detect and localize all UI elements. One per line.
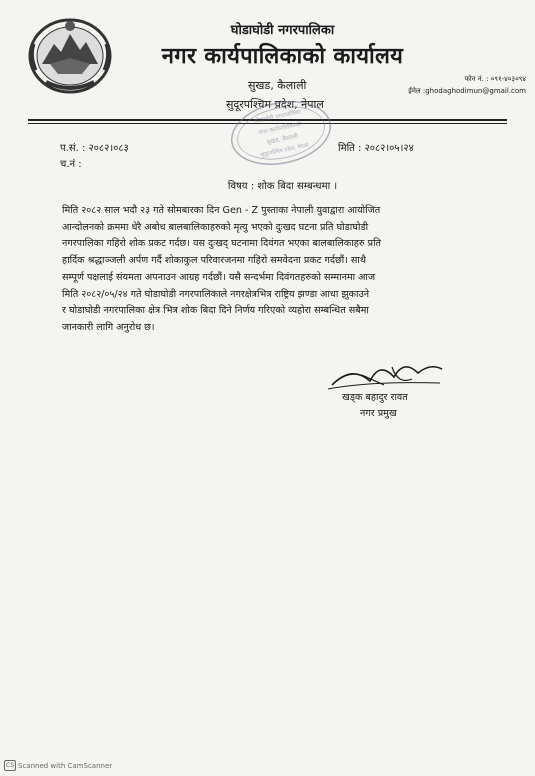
scanner-text: Scanned with CamScanner xyxy=(18,761,113,770)
svg-text:सुखड, कैलाली: सुखड, कैलाली xyxy=(266,132,299,147)
contact-info xyxy=(408,73,526,97)
svg-text:नगर कार्यपालिकाको: नगर कार्यपालिकाको xyxy=(258,120,303,137)
email-address: ईमेल :ghodaghodimun@gmail.com xyxy=(408,87,526,95)
signatory-title: नगर प्रमुख xyxy=(360,408,397,419)
scanner-watermark xyxy=(4,760,112,771)
body-line: मिति २०८२ साल भदौ २३ गते सोमबारका दिन Gen - Z पुस्ताका नेपाली युवाद्वारा आयोजित xyxy=(62,205,381,216)
letter-body xyxy=(62,203,478,337)
office-title: नगर कार्यपालिकाको कार्यालय xyxy=(161,44,404,69)
letter-subject: विषय : शोक बिदा सम्बन्धमा । xyxy=(227,181,338,192)
svg-text:घोडाघोडी नगरपालिका: घोडाघोडी नगरपालिका xyxy=(253,108,302,126)
body-line: हार्दिक श्रद्धाञ्जली अर्पण गर्दै शोकाकुल परिवारजनमा गहिरो समवेदना प्रकट गर्दछौं। साथै xyxy=(62,255,367,267)
body-line: सम्पूर्ण पक्षलाई संयमता अपनाउन आग्रह गर्दछौं। यसै सन्दर्भमा दिवंगतहरुको सम्मानमा आज xyxy=(62,271,376,283)
dispatch-number: च.नं : xyxy=(60,159,82,170)
letter-date: मिति : २०८२।०५।२४ xyxy=(338,143,414,154)
body-line: मिति २०८२/०५/२४ गते घोडाघोडी नगरपालिकाले नगरक्षेत्रभित्र राष्ट्रिय झण्डा आधा झुकाउने xyxy=(62,288,370,300)
body-line: नगरपालिका गहिरो शोक प्रकट गर्दछ। यस दुःखद् घटनामा दिवंगत भएका बालबालिकाहरु प्रति xyxy=(62,238,382,250)
body-line: जानकारी लागि अनुरोध छ। xyxy=(62,321,155,333)
body-line: आन्दोलनको क्रममा धेरै अबोध बालबालिकाहरुको मृत्यु भएको दुःखद घटना प्रति घोडाघोडी xyxy=(62,221,369,233)
office-stamp xyxy=(226,98,336,168)
phone-number: फोन नं. : ०९१-४०३०९४ xyxy=(464,75,526,83)
svg-text:सुदूरपश्चिम प्रदेश, नेपाल: सुदूरपश्चिम प्रदेश, नेपाल xyxy=(260,142,310,159)
signature xyxy=(322,355,452,395)
office-location: सुखड, कैलाली xyxy=(248,79,307,92)
body-line: र घोडाघोडी नगरपालिका क्षेत्र भित्र शोक बिदा दिने निर्णय गरिएको व्यहोरा सम्बन्धित सबैमा xyxy=(62,305,369,317)
office-province: सुदूरपश्चिम प्रदेश, नेपाल xyxy=(226,98,324,111)
reference-number: प.सं. : २०८२।०८३ xyxy=(60,143,129,154)
signatory-name: खड्क बहादुर रावत xyxy=(342,392,408,403)
camscanner-icon: CS xyxy=(6,762,14,769)
municipality-name: घोडाघोडी नगरपालिका xyxy=(230,23,335,38)
